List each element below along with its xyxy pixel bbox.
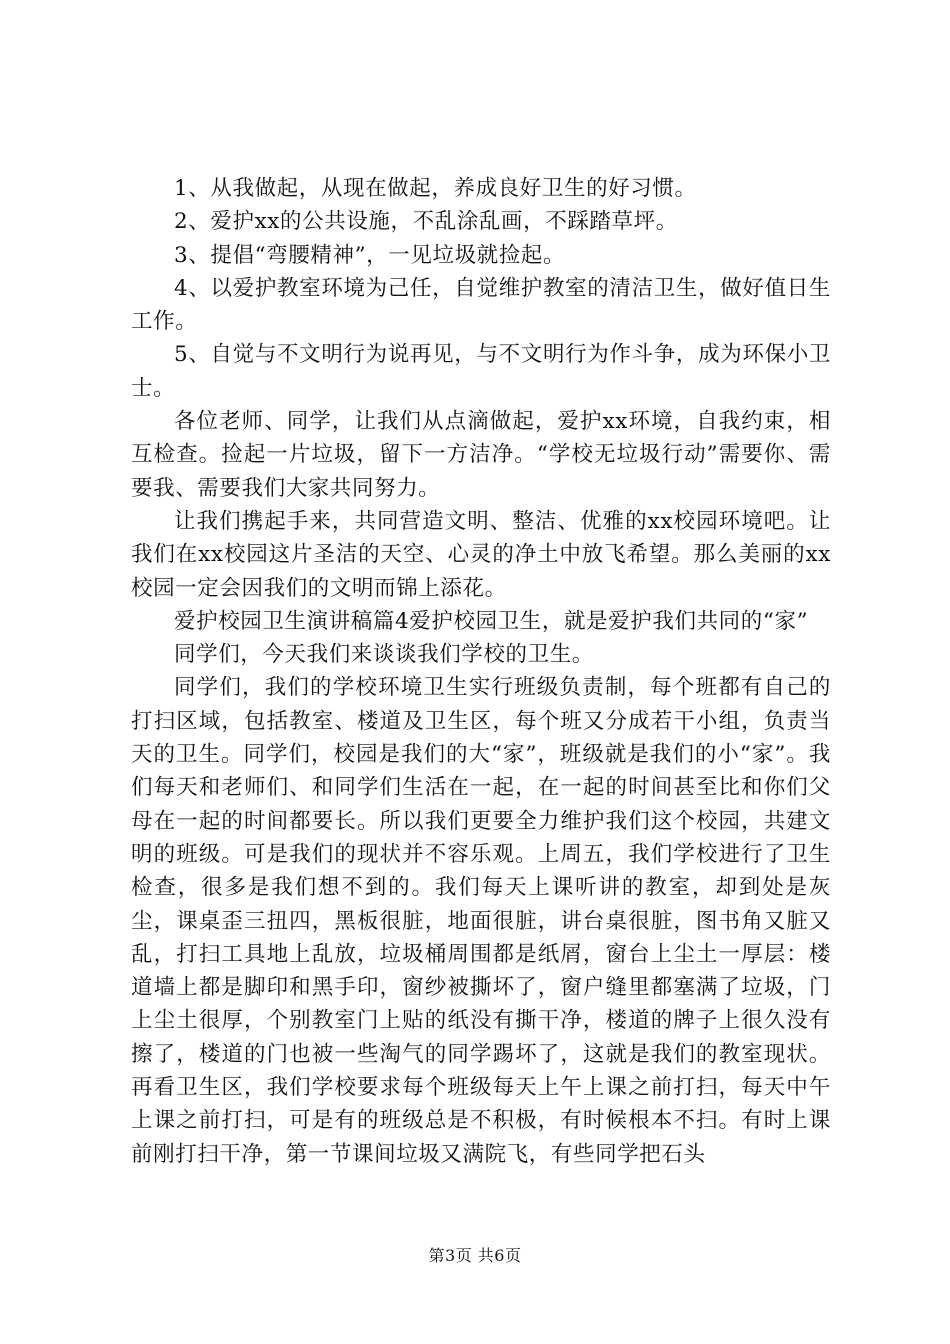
paragraph-closing: 让我们携起手来，共同营造文明、整洁、优雅的xx校园环境吧。让我们在xx校园这片圣洁的天空、心灵的净土中放飞希望。那么美丽的xx校园一定会因我们的文明而锦上添花。 bbox=[131, 508, 831, 601]
paragraph-item-2: 2、爱护xx的公共设施，不乱涂乱画，不踩踏草坪。 bbox=[174, 209, 678, 235]
page-number-footer: 第3页 共6页 bbox=[428, 1246, 522, 1265]
paragraph-item-3: 3、提倡“弯腰精神”，一见垃圾就捡起。 bbox=[174, 242, 566, 268]
paragraph-intro: 同学们，今天我们来谈谈我们学校的卫生。 bbox=[174, 642, 594, 668]
paragraph-item-5: 5、自觉与不文明行为说再见，与不文明行为作斗争，成为环保小卫士。 bbox=[131, 342, 831, 401]
section-heading: 爱护校园卫生演讲稿篇4爱护校园卫生，就是爱护我们共同的“家” bbox=[174, 608, 809, 634]
document-body bbox=[131, 172, 831, 1171]
paragraph-item-1: 1、从我做起，从现在做起，养成良好卫生的好习惯。 bbox=[174, 176, 697, 201]
paragraph-item-4: 4、以爱护教室环境为己任，自觉维护教室的清洁卫生，做好值日生工作。 bbox=[131, 275, 831, 335]
paragraph-appeal: 各位老师、同学，让我们从点滴做起，爱护xx环境，自我约束，相互检查。捡起一片垃圾，留下一方洁净。“学校无垃圾行动”需要你、需要我、需要我们大家共同努力。 bbox=[131, 409, 831, 501]
paragraph-body: 同学们，我们的学校环境卫生实行班级负责制，每个班都有自己的打扫区域，包括教室、楼道及卫生区，每个班又分成若干小组，负责当天的卫生。同学们，校园是我们的大“家”，班级就是我们的小“家”。我们每天和老师们、和同学们生活在一起，在一起的时间甚至比和你们父母在一起的时间都要长。所以我们更要全力维护我们这个校园，共建文明的班级。可是我们的现状并不容乐观。上周五，我们学校进行了卫生检查，很多是我们想不到的。我们每天上课听讲的教室，却到处是灰尘，课桌歪三扭四，黑板很脏，地面很脏，讲台桌很脏，图书角又脏又乱，打扫工具地上乱放，垃圾桶周围都是纸屑，窗台上尘土一厚层：楼道墙上都是脚印和黑手印，窗纱被撕坏了，窗户缝里都塞满了垃圾，门上尘土很厚，个别教室门上贴的纸没有撕干净，楼道的牌子上很久没有擦了，楼道的门也被一些淘气的同学踢坏了，这就是我们的教室现状。再看卫生区，我们学校要求每个班级每天上午上课之前打扫，每天中午上课之前打扫，可是有的班级总是不积极，有时候根本不扫。有时上课前刚打扫干净，第一节课间垃圾又满院飞，有些同学把石头 bbox=[131, 675, 831, 1167]
